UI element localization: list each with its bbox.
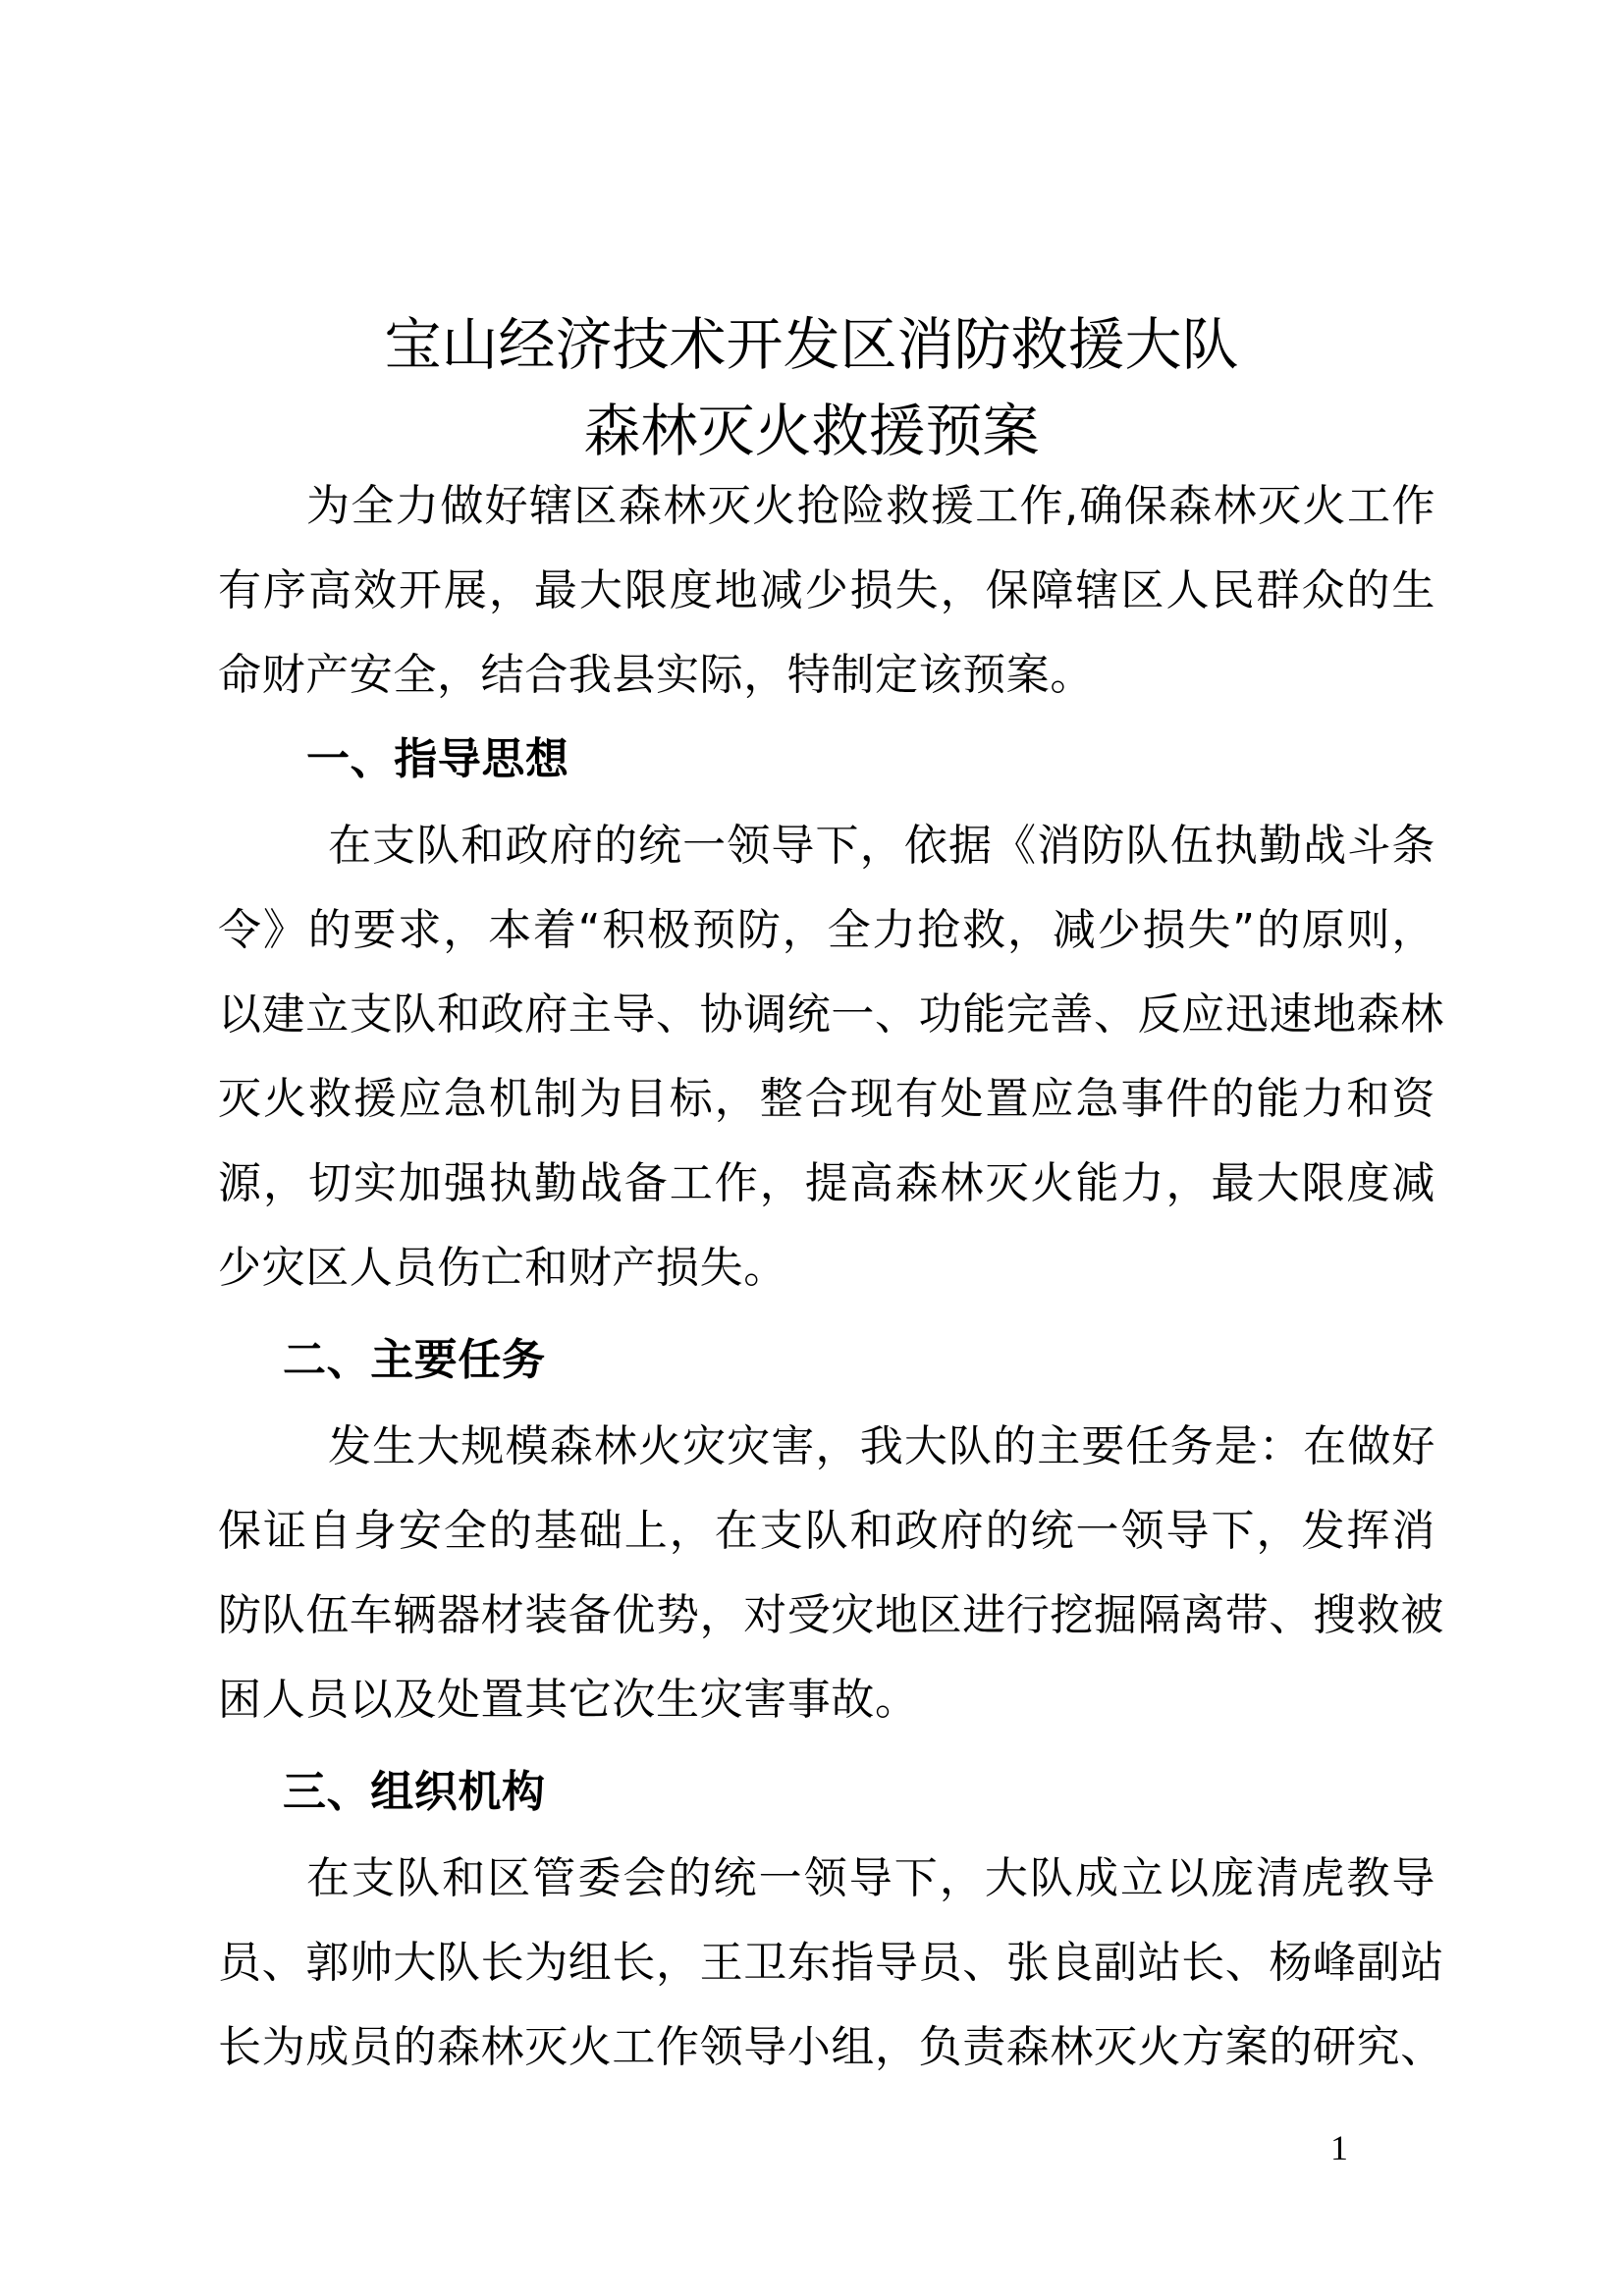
intro-line: 为全力做好辖区森林灭火抢险救援工作,确保森林灭火工作 <box>306 481 1435 531</box>
section-1-line: 源，切实加强执勤战备工作，提高森林灭火能力，最大限度减 <box>218 1158 1435 1208</box>
section-3-line: 员、郭帅大队长为组长，王卫东指导员、张良副站长、杨峰副站 <box>218 1938 1444 1988</box>
section-2-line: 防队伍车辆器材装备优势，对受灾地区进行挖掘隔离带、搜救被 <box>218 1590 1444 1640</box>
section-2-line: 保证自身安全的基础上，在支队和政府的统一领导下，发挥消 <box>218 1506 1435 1556</box>
section-3-line: 长为成员的森林灭火工作领导小组，负责森林灭火方案的研究、 <box>218 2022 1444 2072</box>
section-1-line: 灭火救援应急机制为目标，整合现有处置应急事件的能力和资 <box>218 1074 1435 1124</box>
intro-line: 有序高效开展，最大限度地减少损失，保障辖区人民群众的生 <box>218 565 1435 615</box>
section-heading-main-tasks: 二、主要任务 <box>283 1335 546 1385</box>
page-number: 1 <box>1330 2128 1348 2167</box>
section-1-line: 在支队和政府的统一领导下，依据《消防队伍执勤战斗条 <box>328 821 1435 871</box>
section-1-line: 少灾区人员伤亡和财产损失。 <box>218 1243 787 1293</box>
section-2-line: 发生大规模森林火灾灾害，我大队的主要任务是：在做好 <box>328 1421 1435 1471</box>
document-title-line-1: 宝山经济技术开发区消防救援大队 <box>384 311 1239 378</box>
section-3-line: 在支队和区管委会的统一领导下，大队成立以庞清虎教导 <box>306 1853 1435 1903</box>
section-heading-organization: 三、组织机构 <box>283 1767 546 1817</box>
section-heading-guiding-ideology: 一、指导思想 <box>306 734 569 784</box>
intro-line: 命财产安全，结合我县实际，特制定该预案。 <box>218 650 1094 700</box>
section-2-line: 困人员以及处置其它次生灾害事故。 <box>218 1675 919 1725</box>
section-1-line: 以建立支队和政府主导、协调统一、功能完善、反应迅速地森林 <box>218 989 1444 1040</box>
document-title-line-2: 森林灭火救援预案 <box>583 398 1040 464</box>
section-1-line: 令》的要求，本着“积极预防，全力抢救，减少损失”的原则， <box>218 905 1435 955</box>
